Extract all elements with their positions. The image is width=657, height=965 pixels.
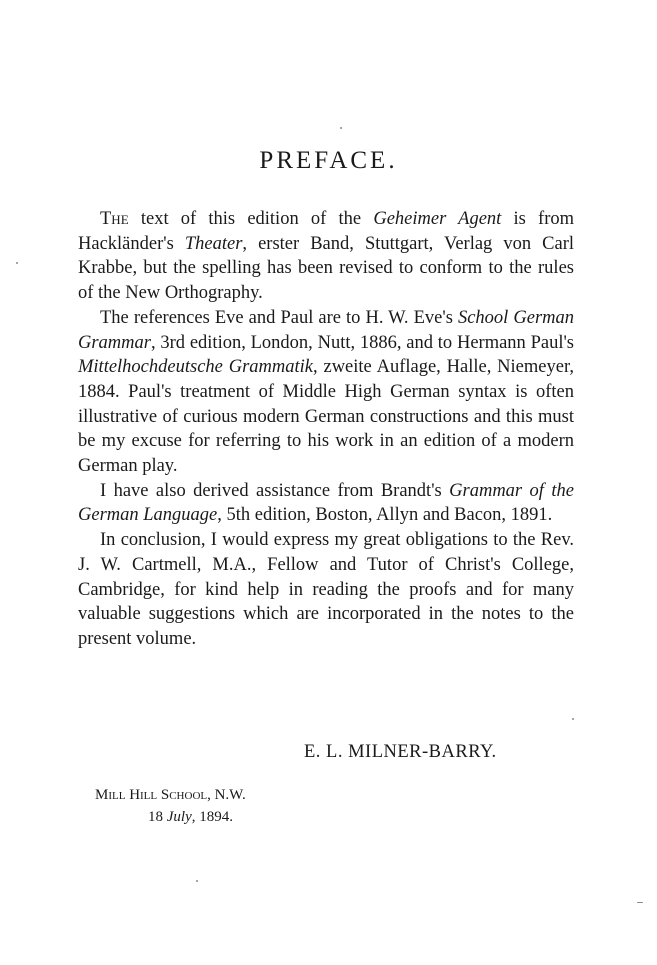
preface-paragraph — [78, 479, 574, 528]
italic-title: Theater — [184, 233, 243, 254]
print-speck — [340, 127, 342, 129]
paragraph-text: , zweite Auflage, Halle, Niemeyer, 1884. Paul's treatment of Middle High German syntax is often illustrative of curious modern German constructions and this must be my excuse for referring to his work in an edition of a modern German play. — [78, 357, 575, 477]
italic-title: Grammar of the German Language — [78, 480, 574, 526]
italic-title: Mittelhochdeutsche Grammatik — [78, 357, 313, 378]
print-speck — [16, 262, 18, 264]
preface-paragraph — [78, 207, 574, 306]
preface-paragraph — [78, 306, 574, 479]
italic-title: Geheimer Agent — [373, 209, 502, 229]
print-speck — [572, 718, 574, 720]
paragraph-text: , 5th edition, Boston, Allyn and Bacon, 1891. — [217, 505, 553, 526]
paragraph-text: , erster Band, Stuttgart, Verlag von Carl Krabbe, but the spelling has been revised to conform to the rules of the New Orthography. — [78, 233, 574, 304]
print-speck — [196, 880, 198, 882]
paragraph-lead-word: The — [100, 209, 129, 229]
date-month: July — [166, 809, 192, 825]
place-and-date — [95, 784, 246, 828]
paragraph-text: , 3rd edition, London, Nutt, 1886, and to Hermann Paul's — [150, 332, 574, 353]
preface-body — [78, 207, 574, 652]
preface-paragraph — [78, 528, 574, 652]
date-year: , 1894. — [191, 809, 233, 825]
school-address: Mill Hill School, N.W. — [95, 787, 246, 803]
paragraph-text: text of this edition of the — [128, 209, 374, 229]
paragraph-text: The references Eve and Paul are to H. W. Eve's — [100, 307, 458, 328]
date-day: 18 — [148, 809, 167, 825]
paragraph-text: In conclusion, I would express my great obligations to the Rev. J. W. Cartmell, M.A., Fellow and Tutor of Christ's College, Cambridge, for kind help in reading the proofs and for many valuable suggestions which are incorporated in the notes to the present volume. — [78, 530, 574, 649]
page-title: PREFACE. — [259, 147, 398, 174]
paragraph-text: I have also derived assistance from Brandt's — [100, 480, 450, 501]
preface-date — [95, 806, 246, 828]
italic-title: School German Grammar — [78, 307, 575, 353]
author-signature: E. L. MILNER-BARRY. — [304, 742, 497, 762]
print-speck — [637, 902, 643, 903]
paragraph-text: is from Hackländer's — [78, 209, 574, 254]
